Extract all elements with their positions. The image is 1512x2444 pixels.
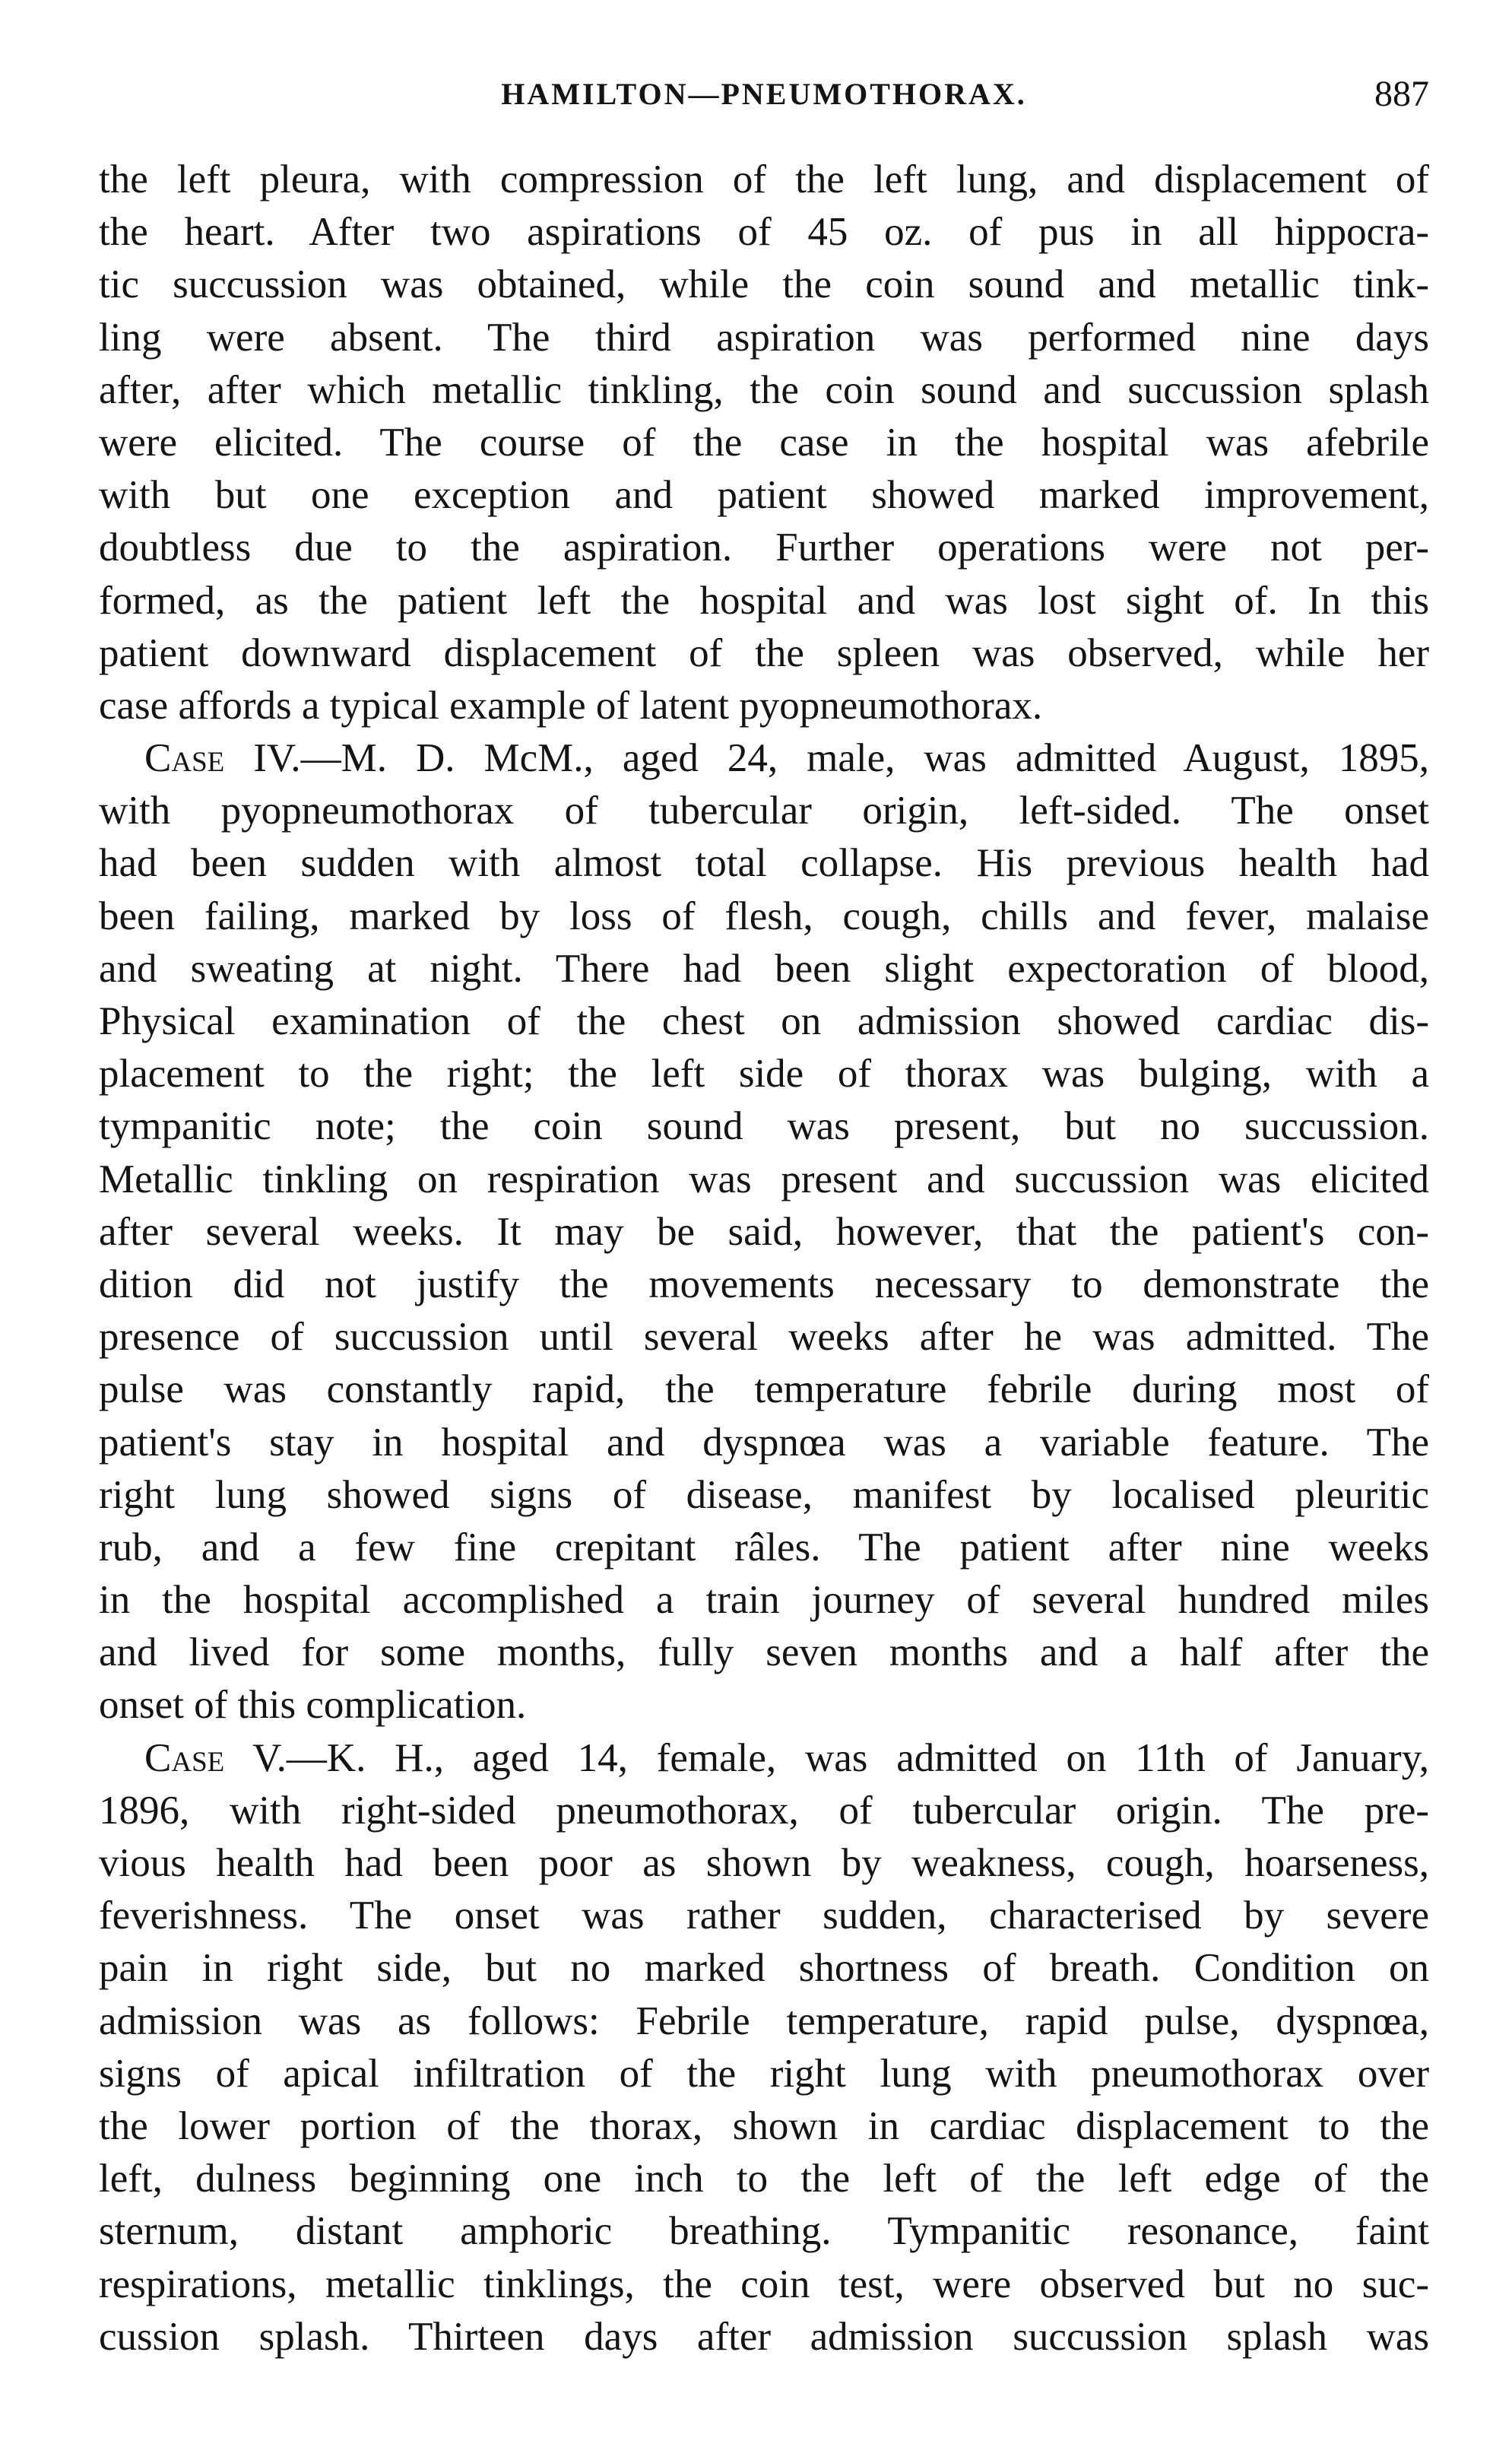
text-line: had been sudden with almost total collapse. His previous health had [99, 841, 1429, 886]
case-v-line [99, 1732, 1429, 1785]
text-line: case affords a typical example of latent pyopneumothorax. [99, 683, 1043, 728]
text-line: the lower portion of the thorax, shown in cardiac displacement to the [99, 2103, 1429, 2148]
text-line: Physical examination of the chest on admission showed cardiac dis- [99, 999, 1429, 1043]
text-line: onset of this complication. [99, 1683, 527, 1728]
case-v-text: V.—K. H., aged 14, female, was admitted on 11th of January, [252, 1735, 1429, 1780]
text-line: doubtless due to the aspiration. Further operations were not per- [99, 525, 1429, 570]
text-line: ling were absent. The third aspiration was performed nine days [99, 315, 1429, 360]
text-line: and lived for some months, fully seven months and a half after the [99, 1630, 1429, 1675]
text-line: signs of apical infiltration of the right lung with pneumothorax over [99, 2051, 1429, 2096]
text-line: were elicited. The course of the case in the hospital was afebrile [99, 420, 1429, 465]
text-line: with but one exception and patient showed marked improvement, [99, 473, 1429, 518]
text-line: after, after which metallic tinkling, the coin sound and succussion splash [99, 367, 1429, 412]
running-title: HAMILTON—PNEUMOTHORAX. [501, 77, 1027, 111]
case-label: Case [144, 736, 225, 781]
text-line: patient's stay in hospital and dyspnœa was a variable feature. The [99, 1420, 1429, 1465]
running-header [99, 76, 1429, 137]
text-line: presence of succussion until several weeks after he was admitted. The [99, 1315, 1429, 1360]
text-line: left, dulness beginning one inch to the left of the left edge of the [99, 2157, 1429, 2201]
case-iv-text: IV.—M. D. McM., aged 24, male, was admitted August, 1895, [253, 736, 1429, 781]
document-page [99, 76, 1429, 2363]
text-line: respirations, metallic tinklings, the coin test, were observed but no suc- [99, 2261, 1429, 2306]
text-line: the heart. After two aspirations of 45 oz. of pus in all hippocra- [99, 210, 1429, 255]
page-number: 887 [1374, 74, 1429, 114]
text-line: been failing, marked by loss of flesh, cough, chills and fever, malaise [99, 893, 1429, 938]
text-line: tympanitic note; the coin sound was present, but no succussion. [99, 1104, 1429, 1149]
text-line: cussion splash. Thirteen days after admission succussion splash was [99, 2314, 1429, 2359]
text-line: Metallic tinkling on respiration was present and succussion was elicited [99, 1157, 1429, 1201]
text-line: 1896, with right-sided pneumothorax, of tubercular origin. The pre- [99, 1788, 1429, 1833]
text-line: tic succussion was obtained, while the coin sound and metallic tink- [99, 262, 1429, 307]
case-iv-line [99, 732, 1429, 785]
text-line: after several weeks. It may be said, however, that the patient's con- [99, 1209, 1429, 1254]
case-label: Case [144, 1735, 225, 1780]
text-line: feverishness. The onset was rather sudden, characterised by severe [99, 1893, 1429, 1938]
text-line: vious health had been poor as shown by weakness, cough, hoarseness, [99, 1841, 1429, 1885]
text-line: dition did not justify the movements necessary to demonstrate the [99, 1262, 1429, 1306]
text-line: placement to the right; the left side of thorax was bulging, with a [99, 1052, 1429, 1097]
text-line: sternum, distant amphoric breathing. Tympanitic resonance, faint [99, 2209, 1429, 2254]
text-line: the left pleura, with compression of the left lung, and displacement of [99, 157, 1429, 202]
text-line: in the hospital accomplished a train journey of several hundred miles [99, 1578, 1429, 1623]
text-line: pain in right side, but no marked shortness of breath. Condition on [99, 1946, 1429, 1991]
text-line: formed, as the patient left the hospital and was lost sight of. In this [99, 578, 1429, 623]
text-line: and sweating at night. There had been slight expectoration of blood, [99, 946, 1429, 991]
text-line: pulse was constantly rapid, the temperature febrile during most of [99, 1367, 1429, 1412]
text-line: with pyopneumothorax of tubercular origin, left-sided. The onset [99, 789, 1429, 833]
text-line: right lung showed signs of disease, manifest by localised pleuritic [99, 1472, 1429, 1517]
body-text [99, 154, 1429, 2363]
text-line: patient downward displacement of the spleen was observed, while her [99, 630, 1429, 675]
text-line: rub, and a few fine crepitant râles. The patient after nine weeks [99, 1525, 1429, 1570]
text-line: admission was as follows: Febrile temperature, rapid pulse, dyspnœa, [99, 1998, 1429, 2043]
